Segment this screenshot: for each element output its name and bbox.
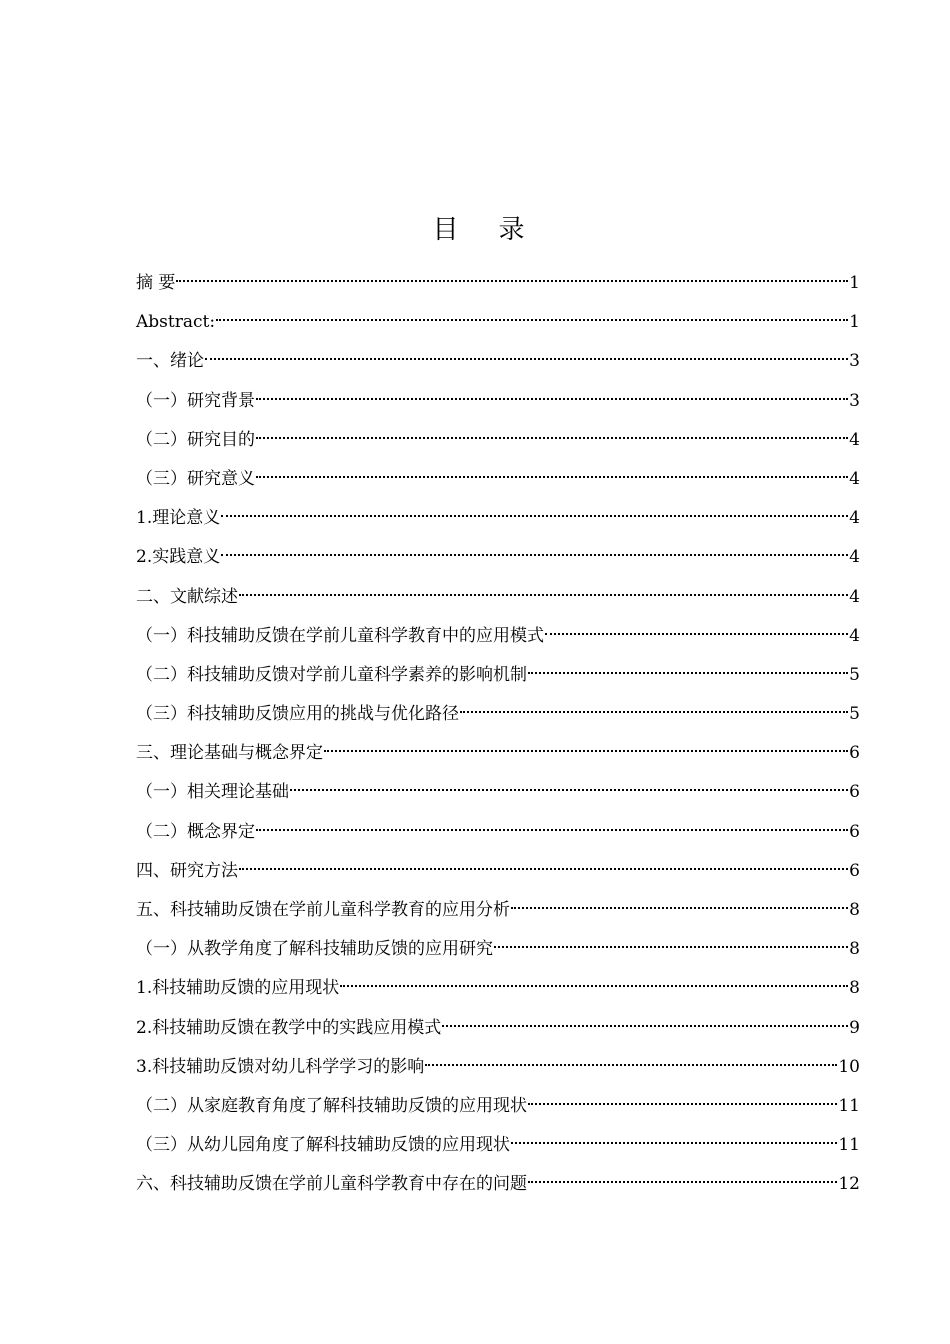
toc-entry[interactable]	[136, 813, 860, 852]
dot-leader	[494, 946, 848, 948]
toc-entry[interactable]	[136, 969, 860, 1008]
dot-leader	[425, 1064, 837, 1066]
toc-entry-page: 6	[849, 782, 860, 803]
toc-entry-text: （二）研究目的	[136, 429, 255, 450]
toc-entry-text: 1.科技辅助反馈的应用现状	[136, 978, 340, 999]
toc-entry[interactable]	[136, 930, 860, 969]
toc-entry-page: 6	[849, 821, 860, 842]
toc-entry-text: 摘 要	[136, 273, 176, 293]
dot-leader	[528, 672, 848, 674]
toc-entry-page: 4	[849, 586, 860, 607]
toc-entry[interactable]	[136, 773, 860, 812]
toc-entry[interactable]	[136, 264, 860, 303]
toc-entry[interactable]	[136, 342, 860, 381]
toc-entry[interactable]	[136, 382, 860, 421]
toc-entry-text: （一）从教学角度了解科技辅助反馈的应用研究	[136, 939, 493, 960]
toc-entry[interactable]	[136, 695, 860, 734]
toc-entry-text: 四、研究方法	[136, 860, 238, 881]
toc-entry-page: 11	[838, 1095, 860, 1116]
toc-entry[interactable]	[136, 1048, 860, 1087]
toc-entry[interactable]	[136, 734, 860, 773]
toc-entry-text: 三、理论基础与概念界定	[136, 743, 323, 764]
toc-entry-text: （三）从幼儿园角度了解科技辅助反馈的应用现状	[136, 1135, 510, 1156]
toc-entry-text: （二）科技辅助反馈对学前儿童科学素养的影响机制	[136, 664, 527, 685]
toc-entry-text: 1.理论意义	[136, 508, 221, 529]
toc-entry-page: 1	[849, 273, 860, 293]
toc-entry-text: 一、绪论	[136, 351, 204, 372]
toc-entry-page: 4	[849, 468, 860, 489]
toc-entry-text: 2.科技辅助反馈在教学中的实践应用模式	[136, 1017, 442, 1038]
toc-entry-page: 6	[849, 743, 860, 764]
toc-entry-text: 二、文献综述	[136, 586, 238, 607]
toc-entry-text: （一）研究背景	[136, 390, 255, 411]
toc-entry[interactable]	[136, 460, 860, 499]
dot-leader	[324, 750, 848, 752]
dot-leader	[460, 711, 848, 713]
toc-entry-text: （二）从家庭教育角度了解科技辅助反馈的应用现状	[136, 1095, 527, 1116]
toc-entry-page: 6	[849, 860, 860, 881]
toc-entry-text: 2.实践意义	[136, 547, 221, 568]
dot-leader	[256, 829, 848, 831]
dot-leader	[239, 594, 848, 596]
toc-entry-page: 12	[838, 1174, 860, 1195]
toc-entry-page: 8	[849, 900, 860, 920]
dot-leader	[511, 1142, 837, 1144]
toc-entry[interactable]	[136, 303, 860, 342]
dot-leader	[528, 1103, 837, 1105]
toc-entry-page: 1	[849, 312, 860, 333]
toc-entry-text: （一）相关理论基础	[136, 782, 289, 803]
toc-entry-text: 五、科技辅助反馈在学前儿童科学教育的应用分析	[136, 900, 510, 920]
table-of-contents	[136, 264, 860, 1205]
toc-entry-page: 3	[849, 390, 860, 411]
toc-entry[interactable]	[136, 421, 860, 460]
dot-leader	[511, 907, 848, 909]
toc-entry[interactable]	[136, 538, 860, 577]
toc-entry-page: 5	[849, 704, 860, 725]
dot-leader	[176, 280, 848, 282]
toc-entry[interactable]	[136, 656, 860, 695]
toc-entry-page: 5	[849, 664, 860, 685]
toc-entry[interactable]	[136, 891, 860, 930]
toc-entry-text: 六、科技辅助反馈在学前儿童科学教育中存在的问题	[136, 1174, 527, 1195]
toc-entry-text: （三）研究意义	[136, 468, 255, 489]
toc-entry-page: 8	[849, 978, 860, 999]
toc-entry[interactable]	[136, 852, 860, 891]
dot-leader	[256, 476, 848, 478]
toc-entry-text: Abstract:	[136, 312, 216, 333]
toc-entry[interactable]	[136, 1165, 860, 1204]
toc-entry-page: 4	[849, 508, 860, 529]
dot-leader	[340, 985, 848, 987]
toc-entry-page: 8	[849, 939, 860, 960]
dot-leader	[442, 1025, 848, 1027]
dot-leader	[528, 1181, 837, 1183]
toc-entry-page: 4	[849, 625, 860, 646]
dot-leader	[290, 789, 848, 791]
dot-leader	[239, 868, 848, 870]
dot-leader	[205, 358, 848, 360]
dot-leader	[256, 437, 848, 439]
dot-leader	[256, 398, 848, 400]
toc-entry-text: 3.科技辅助反馈对幼儿科学学习的影响	[136, 1056, 425, 1077]
dot-leader	[221, 515, 848, 517]
toc-entry-text: （三）科技辅助反馈应用的挑战与优化路径	[136, 704, 459, 725]
toc-title: 目录	[432, 215, 565, 245]
toc-entry-page: 4	[849, 429, 860, 450]
toc-entry[interactable]	[136, 617, 860, 656]
dot-leader	[545, 633, 848, 635]
toc-entry[interactable]	[136, 499, 860, 538]
toc-entry-page: 11	[838, 1135, 860, 1156]
toc-entry[interactable]	[136, 578, 860, 617]
toc-entry-page: 9	[849, 1017, 860, 1038]
toc-entry[interactable]	[136, 1126, 860, 1165]
toc-entry-text: （一）科技辅助反馈在学前儿童科学教育中的应用模式	[136, 625, 544, 646]
toc-entry[interactable]	[136, 1087, 860, 1126]
dot-leader	[221, 554, 848, 556]
dot-leader	[216, 319, 848, 321]
toc-entry-page: 3	[849, 351, 860, 372]
toc-entry-page: 4	[849, 547, 860, 568]
toc-entry-text: （二）概念界定	[136, 821, 255, 842]
toc-entry-page: 10	[838, 1056, 860, 1077]
toc-entry[interactable]	[136, 1009, 860, 1048]
